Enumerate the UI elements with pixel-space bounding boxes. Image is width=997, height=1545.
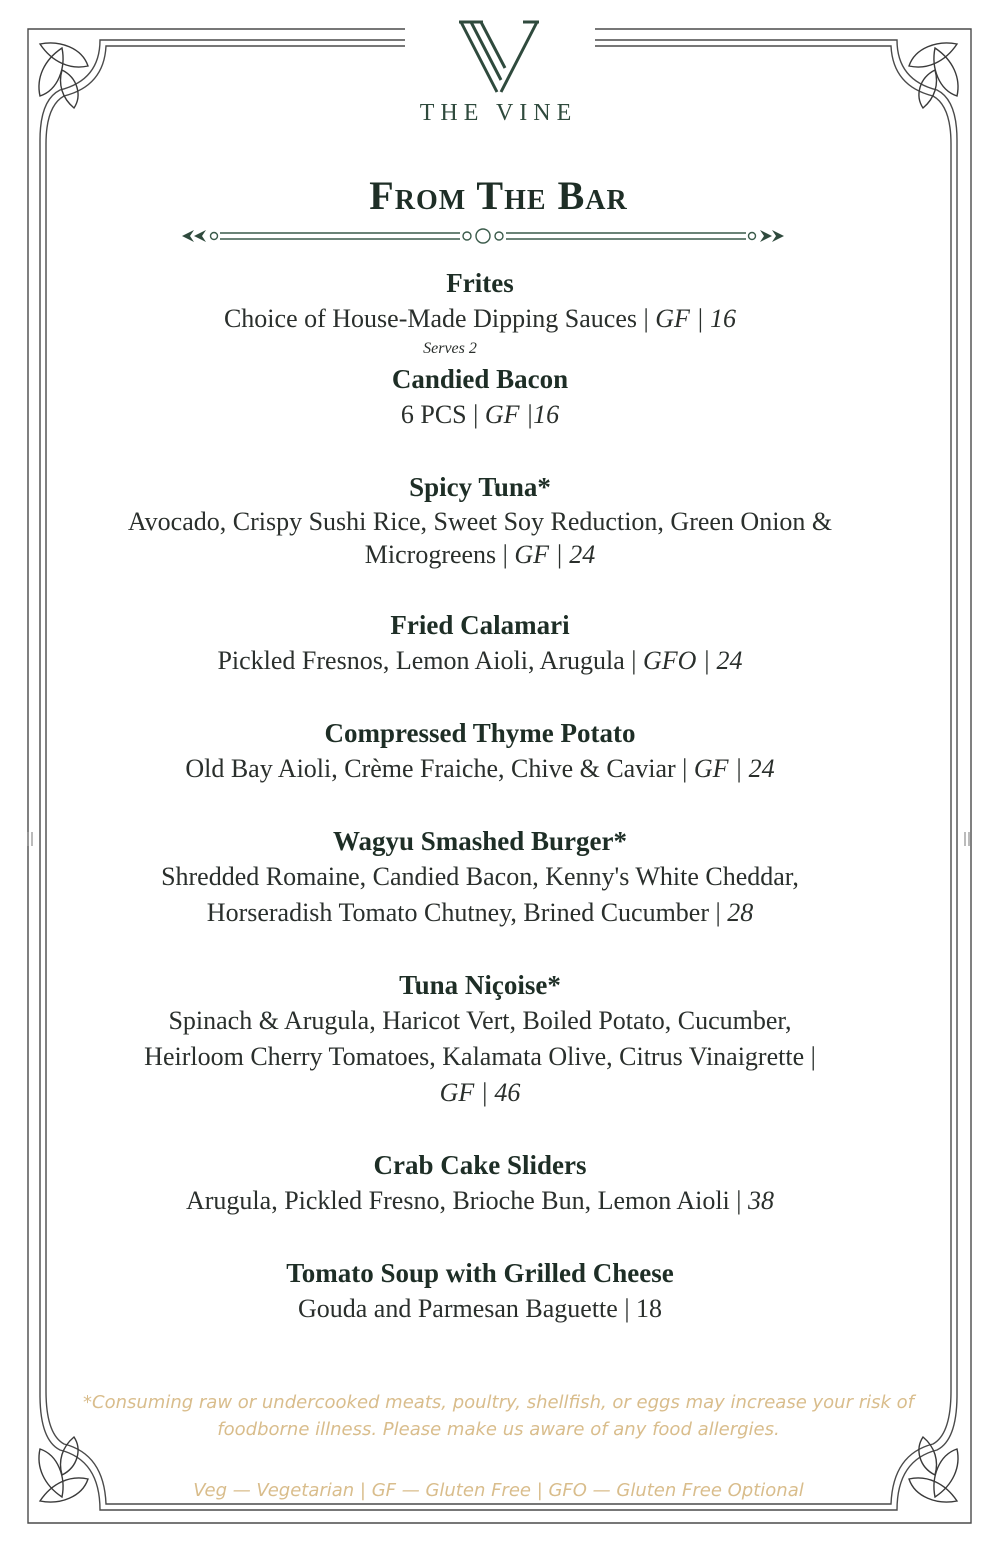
item-description: Gouda and Parmesan Baguette | 18 — [297, 1294, 663, 1323]
menu-item-wagyu-smashed-burger — [100, 823, 860, 931]
item-name: Tuna Niçoise* — [399, 970, 561, 1000]
item-tags: GF | 24 — [693, 754, 775, 783]
ornamental-divider — [180, 226, 786, 246]
menu-item-crab-cake-sliders — [100, 1147, 860, 1219]
brand-name: THE VINE — [419, 100, 578, 126]
item-name: Fried Calamari — [390, 610, 570, 640]
item-description: Pickled Fresnos, Lemon Aioli, Arugula | GFO | 24 — [217, 646, 743, 675]
dietary-legend: Veg — Vegetarian | GF — Gluten Free | GFO — Gluten Free Optional — [193, 1480, 804, 1501]
item-tags: GFO | 24 — [642, 646, 743, 675]
item-name: Compressed Thyme Potato — [324, 718, 636, 748]
item-name: Spicy Tuna* — [409, 472, 551, 502]
allergy-disclaimer: *Consuming raw or undercooked meats, poultry, shellfish, or eggs may increase your risk of foodborne illness. Please make us aware of any food allergies. — [83, 1392, 914, 1440]
item-name: Crab Cake Sliders — [373, 1150, 587, 1180]
menu-item-fried-calamari — [100, 607, 860, 679]
item-tags: 28 — [727, 898, 754, 927]
item-description: Spinach & Arugula, Haricot Vert, Boiled Potato, Cucumber, Heirloom Cherry Tomatoes, Kalamata Olive, Citrus Vinaigrette | GF | 46 — [144, 1006, 816, 1107]
item-description: Old Bay Aioli, Crème Fraiche, Chive & Caviar | GF | 24 — [185, 754, 775, 783]
menu-item-tuna-nicoise — [100, 967, 860, 1111]
item-description: Choice of House-Made Dipping Sauces | GF | 16 — [223, 304, 737, 333]
menu-item-frites — [100, 265, 860, 361]
item-tags: GF |16 — [484, 400, 560, 429]
item-name: Frites — [446, 268, 514, 298]
item-tags: GF | 46 — [439, 1078, 521, 1107]
menu-item-compressed-thyme-potato — [100, 715, 860, 787]
section-title: From The Bar — [369, 173, 628, 218]
vine-logo-icon — [457, 18, 541, 96]
item-description: Avocado, Crispy Sushi Rice, Sweet Soy Reduction, Green Onion & Microgreens | GF | 24 — [127, 507, 833, 569]
item-name: Wagyu Smashed Burger* — [332, 826, 628, 856]
item-name: Candied Bacon — [391, 364, 569, 394]
menu-item-tomato-soup — [100, 1255, 860, 1327]
item-tags: GF | 16 — [655, 304, 737, 333]
item-description: Arugula, Pickled Fresno, Brioche Bun, Lemon Aioli | 38 — [186, 1186, 774, 1215]
item-name: Tomato Soup with Grilled Cheese — [286, 1258, 674, 1288]
item-note: Serves 2 — [423, 340, 477, 357]
menu-item-spicy-tuna — [100, 469, 860, 571]
menu-item-candied-bacon — [100, 361, 860, 433]
item-description: 6 PCS | GF |16 — [400, 400, 560, 429]
menu-items — [100, 265, 860, 1327]
brand-logo — [0, 18, 997, 127]
item-tags: 38 — [747, 1186, 774, 1215]
item-description: Shredded Romaine, Candied Bacon, Kenny's White Cheddar, Horseradish Tomato Chutney, Brined Cucumber | 28 — [161, 862, 799, 927]
item-tags: GF | 24 — [514, 540, 596, 569]
